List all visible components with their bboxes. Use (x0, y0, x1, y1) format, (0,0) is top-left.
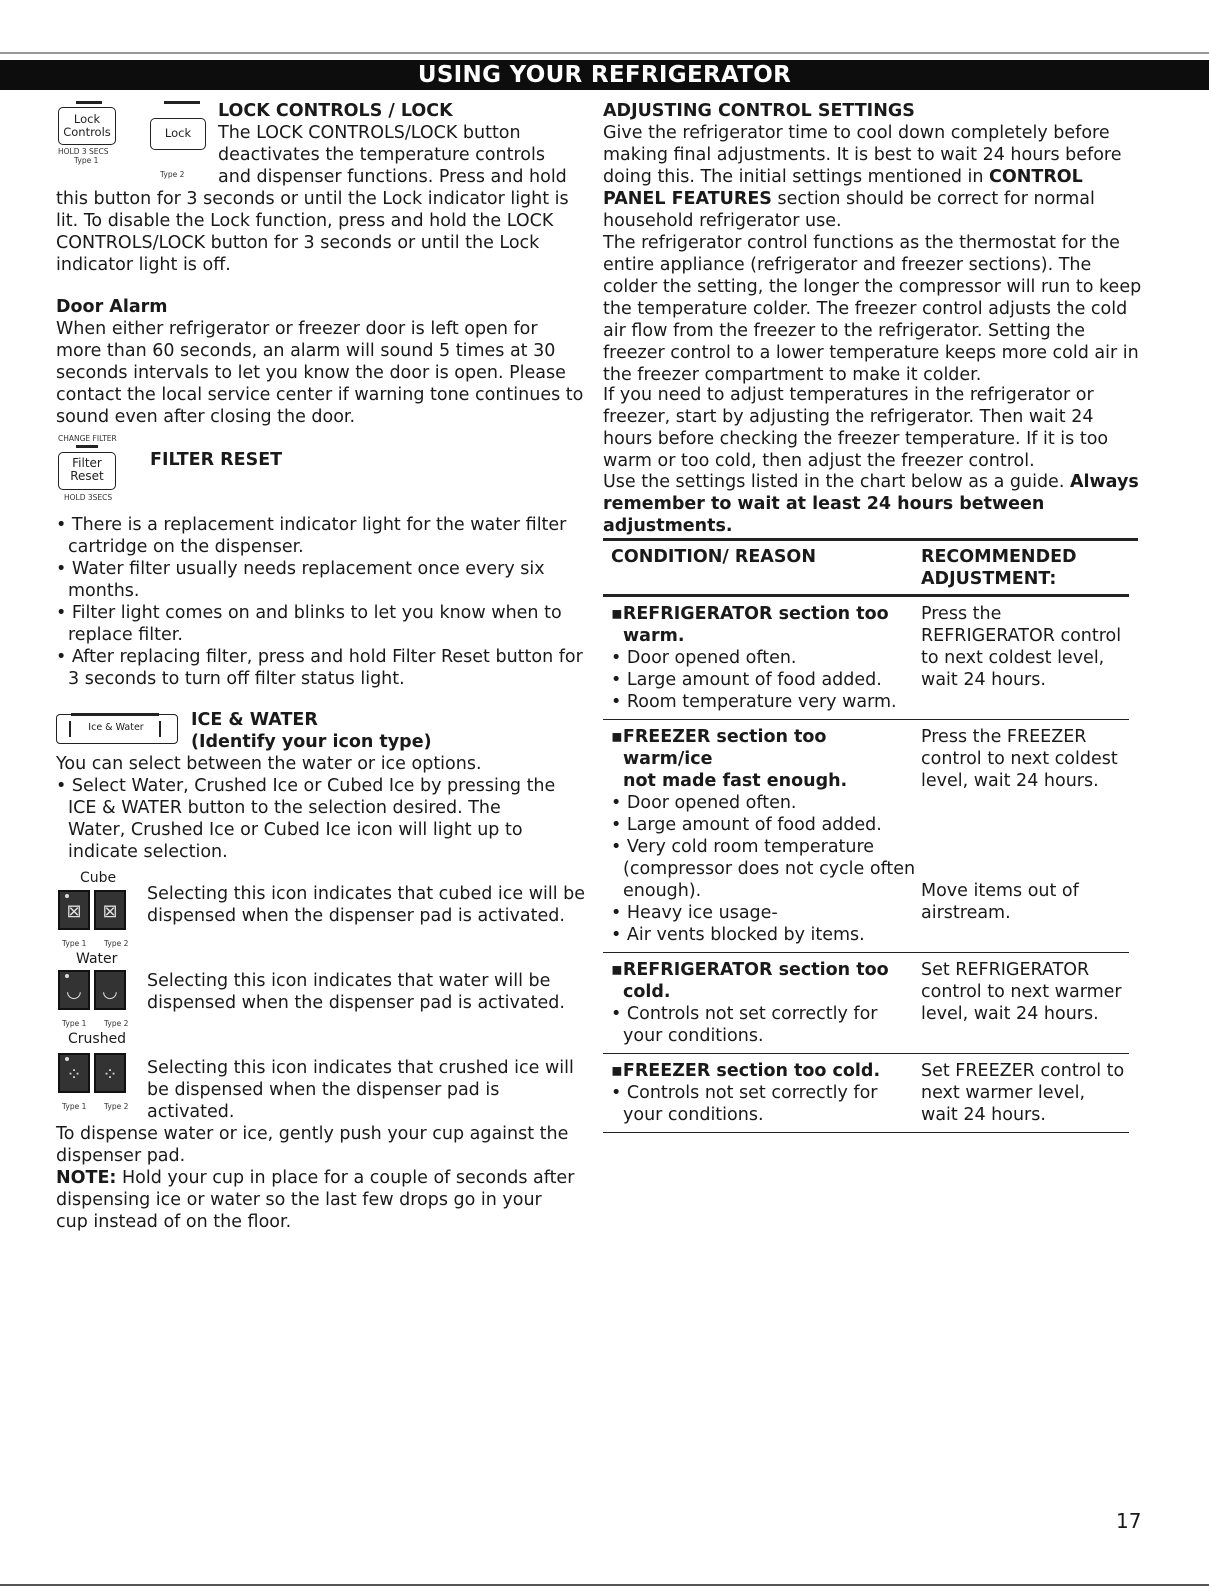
cube-label: Cube (80, 870, 117, 886)
crushed-icon-type2: ⁘ (94, 1053, 126, 1093)
water-label: Water (76, 951, 118, 967)
lock-hold-label: HOLD 3 SECS (58, 147, 109, 156)
filter-bullet: • There is a replacement indicator light for the water filter cartridge on the dispenser. (56, 515, 567, 557)
filter-reset-button (58, 434, 138, 502)
filter-bullet: • Filter light comes on and blinks to let you know when to replace filter. (56, 603, 562, 645)
cube-type1-label: Type 1 (62, 939, 87, 948)
water-icon-type1: ◡ (58, 970, 90, 1010)
row2-title-a: FREEZER section too warm/ice (622, 727, 827, 769)
dispense-text: To dispense water or ice, gently push your cup against the dispenser pad. (56, 1124, 569, 1166)
bottom-rule (0, 1584, 1209, 1586)
lock-type1-label: Type 1 (74, 156, 99, 165)
ice-water-heading: ICE & WATER (191, 710, 318, 730)
lock-controls-button-type1 (58, 101, 120, 165)
door-alarm-heading: Door Alarm (56, 297, 168, 317)
filter-btn-bottom-label: Reset (70, 469, 104, 483)
adjust-heading: ADJUSTING CONTROL SETTINGS (603, 101, 915, 121)
row1-adjustment: Press the REFRIGERATOR control to next coldest level, wait 24 hours. (921, 604, 1122, 690)
lock-btn-top-label: Lock (73, 112, 101, 126)
lock-button-type2 (150, 101, 210, 179)
cube-description: Selecting this icon indicates that cubed ice will be dispensed when the dispenser pad is activated. (147, 884, 586, 926)
crushed-label: Crushed (68, 1031, 127, 1047)
ice-water-intro: You can select between the water or ice options. (56, 754, 482, 774)
lock-btn-bottom-label: Controls (63, 125, 111, 139)
ice-water-btn-label: Ice & Water (88, 722, 144, 733)
table-row: ▪REFRIGERATOR section too warm. • Door opened often. • Large amount of food added. • Room temperature very warm. Press the REFRIGERATOR control to next coldest level, wait 24 hours. (603, 596, 1129, 720)
adjustment-table (603, 538, 1138, 1133)
filter-btn-top-label: Filter (72, 456, 102, 470)
crushed-type2-label: Type 2 (104, 1102, 129, 1111)
water-type2-label: Type 2 (104, 1019, 129, 1028)
row4-title: FREEZER section too cold. (622, 1061, 881, 1081)
note-text (56, 1167, 576, 1233)
lock-text-rest: this button for 3 seconds or until the Lock indicator light is lit. To disable the Lock function, press and hold the LOCK CONTROLS/LOCK button for 3 seconds or until the Lock indicator light is off. (56, 189, 569, 275)
filter-bullets (56, 514, 588, 690)
filter-bullet: • Water filter usually needs replacement once every six months. (56, 559, 545, 601)
lock-text-line2: deactivates the temperature controls (218, 145, 545, 165)
note-body: Hold your cup in place for a couple of seconds after dispensing ice or water so the last few drops go in your cup instead of on the floor. (56, 1168, 575, 1232)
ice-water-button (56, 714, 178, 744)
row2-adjustment: Press the FREEZER control to next coldest level, wait 24 hours. (921, 727, 1118, 791)
lock-text-line1: The LOCK CONTROLS/LOCK button (218, 123, 521, 143)
crushed-description: Selecting this icon indicates that crushed ice will be dispensed when the dispenser pad is activated. (147, 1058, 574, 1122)
adjust-paragraph-4: Use the settings listed in the chart below as a guide. Always remember to wait at least 24 hours between adjustments. (603, 472, 1139, 536)
table-row: ▪FREEZER section too cold. • Controls not set correctly for your conditions. Set FREEZER control to next warmer level, wait 24 hours. (603, 1054, 1129, 1133)
top-rule (0, 52, 1209, 54)
filter-reset-heading: FILTER RESET (150, 450, 283, 470)
row2-adjustment-2: Move items out of airstream. (921, 881, 1079, 923)
water-icon-type2: ◡ (94, 970, 126, 1010)
lock-text-line3: and dispenser functions. Press and hold (218, 167, 567, 187)
lock-heading: LOCK CONTROLS / LOCK (218, 101, 453, 121)
row3-title: REFRIGERATOR section too cold. (622, 960, 889, 1002)
cube-icon-type1: ⊠ (58, 890, 90, 930)
table-header-adjustment-b: ADJUSTMENT: (921, 569, 1057, 589)
row1-title-a: REFRIGERATOR section too (622, 604, 889, 624)
cube-type2-label: Type 2 (104, 939, 129, 948)
table-row: ▪REFRIGERATOR section too cold. • Controls not set correctly for your conditions. Set REFRIGERATOR control to next warmer level, wait 24 hours. (603, 953, 1129, 1054)
ice-water-subheading: (Identify your icon type) (191, 732, 432, 752)
page-number: 17 (1116, 1509, 1142, 1533)
table-row: ▪FREEZER section too warm/ice not made fast enough. • Door opened often. • Large amount of food added. • Very cold room temperature (compressor does not cycle often enough). • Heavy ice usage- • Air vents blocked by items. Press the FREEZER control to next coldest level, wait 24 hours. Move items out of airstream. (603, 720, 1129, 953)
row4-adjustment: Set FREEZER control to next warmer level, wait 24 hours. (921, 1061, 1125, 1125)
row1-title-b: warm. (623, 626, 685, 646)
ice-water-bullet: • Select Water, Crushed Ice or Cubed Ice by pressing the ICE & WATER button to the selection desired. The Water, Crushed Ice or Cubed Ice icon will light up to indicate selection. (56, 776, 556, 862)
adjust-paragraph-3: If you need to adjust temperatures in the refrigerator or freezer, start by adjusting the refrigerator. Then wait 24 hours before checking the freezer temperature. If it is too warm or too cold, then adjust the freezer control. (603, 385, 1109, 471)
filter-hold-label: HOLD 3SECS (64, 493, 113, 502)
water-type1-label: Type 1 (62, 1019, 87, 1028)
crushed-type1-label: Type 1 (62, 1102, 87, 1111)
table-header-row (603, 541, 1129, 596)
row3-adjustment: Set REFRIGERATOR control to next warmer level, wait 24 hours. (921, 960, 1122, 1024)
lock-type2-label: Type 2 (160, 170, 185, 179)
table-header-condition: CONDITION/ REASON (611, 547, 816, 567)
table-header-adjustment-a: RECOMMENDED (921, 547, 1077, 567)
section-banner: USING YOUR REFRIGERATOR (0, 60, 1209, 90)
adjust-paragraph-1: Give the refrigerator time to cool down completely before making final adjustments. It is best to wait 24 hours before doing this. The initial settings mentioned in CONTROL PANEL FEATURES section should be correct for normal household refrigerator use. (603, 123, 1122, 231)
change-filter-label: CHANGE FILTER (58, 434, 117, 443)
adjust-paragraph-2: The refrigerator control functions as the thermostat for the entire appliance (refrigerator and freezer sections). The colder the setting, the longer the compressor will run to keep the temperature colder. The freezer control adjusts the cold air flow from the freezer to the refrigerator. Setting the freezer control to a lower temperature keeps more cold air in the freezer compartment to make it colder. (603, 233, 1142, 385)
note-label: NOTE: (56, 1168, 117, 1188)
door-alarm-text: When either refrigerator or freezer door is left open for more than 60 seconds, an alarm will sound 5 times at 30 seconds intervals to let you know the door is open. Please contact the local service center if warning tone continues to sound even after closing the door. (56, 319, 584, 427)
crushed-icon-type1: ⁘ (58, 1053, 90, 1093)
water-description: Selecting this icon indicates that water will be dispensed when the dispenser pad is activated. (147, 971, 565, 1013)
lock-btn-label: Lock (150, 118, 206, 150)
row2-title-b: not made fast enough. (623, 771, 848, 791)
cube-icon-type2: ⊠ (94, 890, 126, 930)
filter-bullet: • After replacing filter, press and hold Filter Reset button for 3 seconds to turn off filter status light. (56, 647, 583, 689)
